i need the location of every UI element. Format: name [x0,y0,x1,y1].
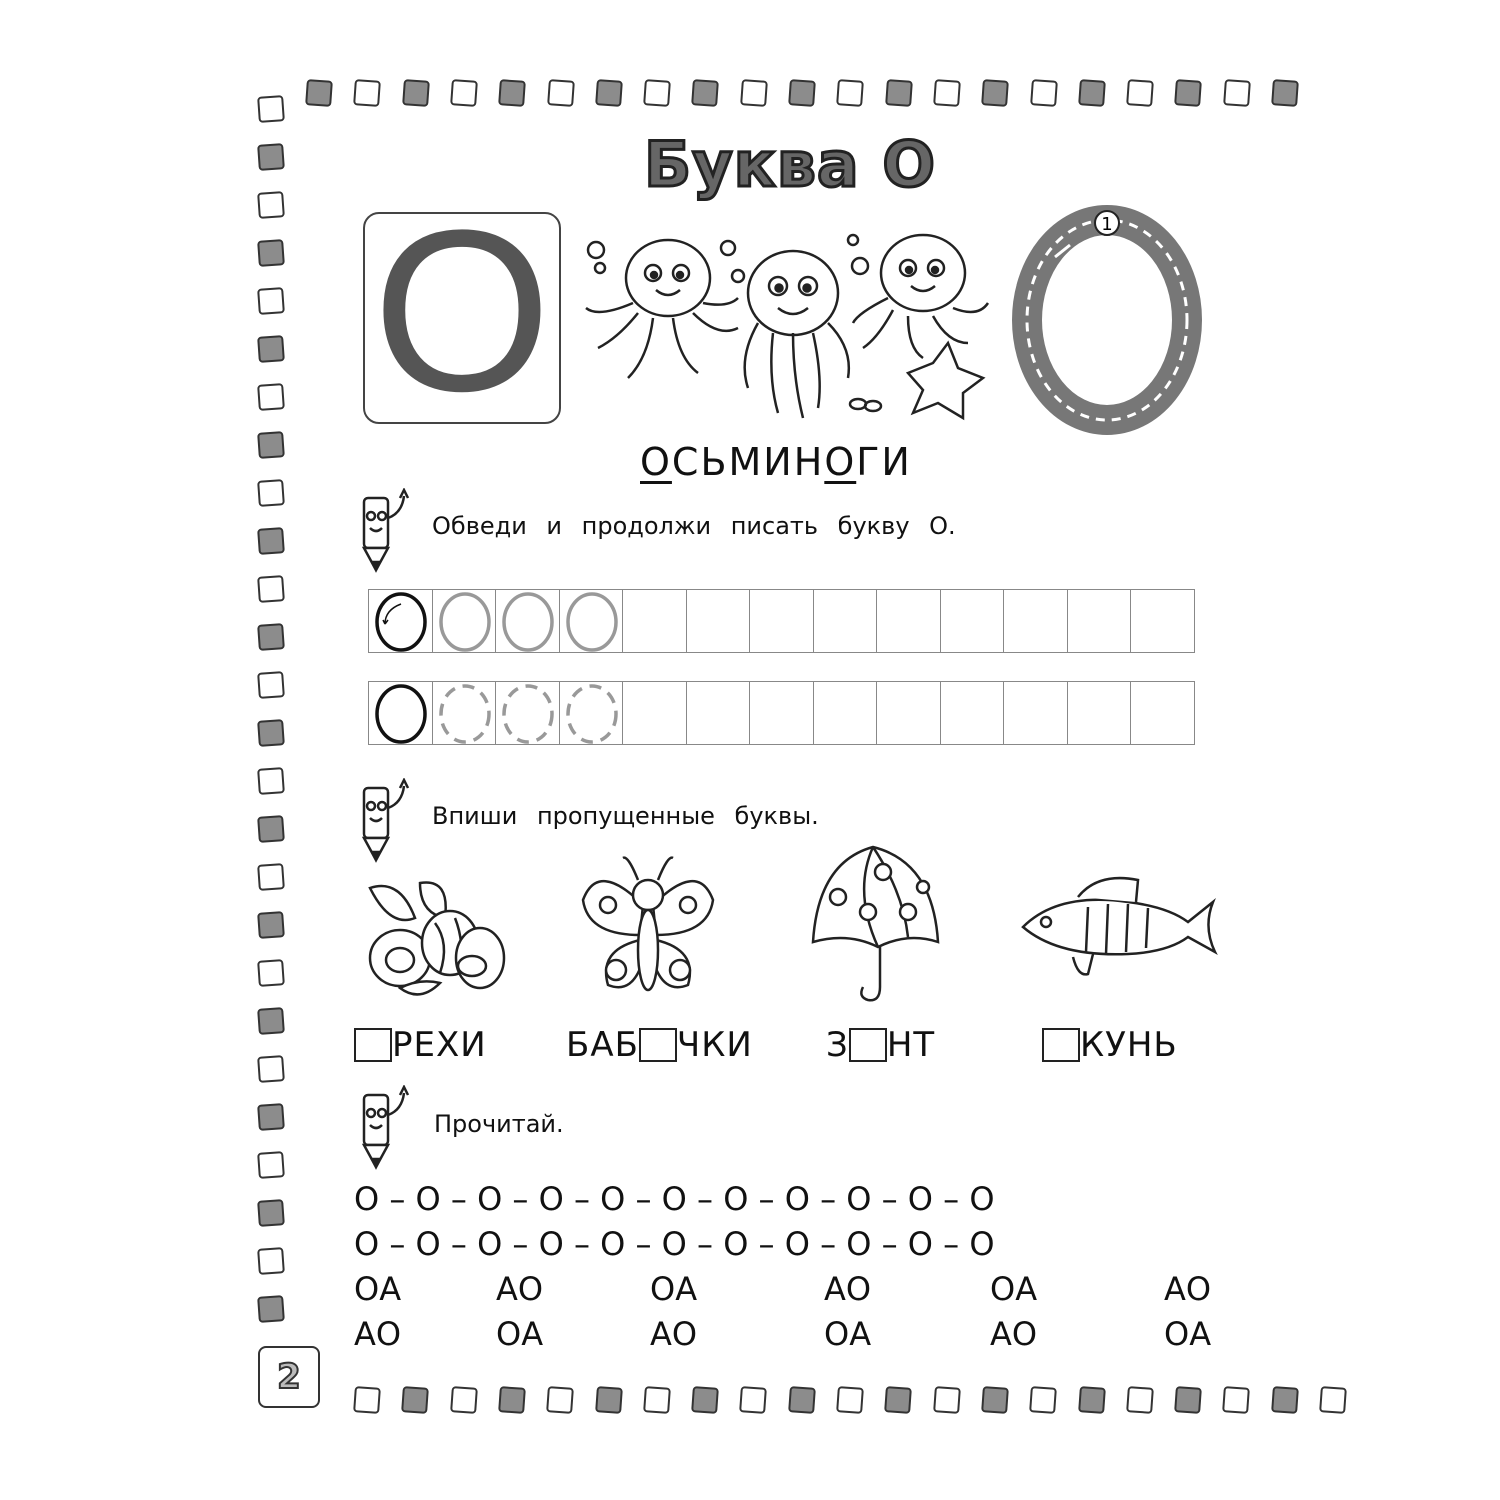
word-after: КУНЬ [1080,1025,1178,1065]
writing-cell[interactable] [495,589,560,653]
umbrella-icon [808,842,943,1007]
writing-cell[interactable] [432,681,497,745]
writing-cell[interactable] [559,589,624,653]
writing-cell[interactable] [1130,681,1195,745]
border-square [547,79,575,107]
border-square [257,767,285,795]
word-after: РЕХИ [392,1025,487,1065]
missing-letter-word [1042,1025,1178,1065]
writing-cell[interactable] [813,589,878,653]
stroke-number: 1 [1101,214,1113,235]
sample-letter-icon [369,590,433,654]
word-part-2: СЬМИН [671,440,825,484]
border-square [257,239,285,267]
word-after: НТ [886,1025,936,1065]
border-square [257,959,285,987]
page-title: Буква О [643,128,937,201]
border-square [450,79,478,107]
border-square [257,911,285,939]
writing-cell[interactable] [559,681,624,745]
border-square [257,143,285,171]
butterfly-icon [578,850,718,1000]
missing-letter-word [354,1025,487,1065]
border-square [836,79,864,107]
border-square [1030,79,1058,107]
word-part-3: О [824,440,857,484]
trace-letter-icon [496,682,560,746]
border-square [257,527,285,555]
writing-cell[interactable] [622,589,687,653]
missing-letter-word [826,1025,935,1065]
border-square [1271,79,1299,107]
border-square [257,1055,285,1083]
border-square [257,1199,285,1227]
writing-cell[interactable] [495,681,560,745]
word-part-4: ГИ [856,440,912,484]
border-square [546,1386,574,1414]
border-square [1175,79,1203,107]
border-square [788,79,816,107]
border-square [933,79,961,107]
letter-tracing-guide [1010,205,1210,440]
border-square [1271,1386,1299,1414]
trace-letter-icon [560,682,624,746]
border-square [1223,79,1251,107]
syllable-pair: ОА [990,1270,1038,1308]
missing-letter-box[interactable] [1042,1028,1080,1062]
border-square [981,1386,1009,1414]
word-before: З [826,1025,849,1065]
syllable-pair: АО [650,1315,698,1353]
writing-cell[interactable] [368,681,433,745]
pencil-mascot-icon [352,488,422,573]
writing-cell[interactable] [686,589,751,653]
border-square [691,1386,719,1414]
writing-cell[interactable] [813,681,878,745]
border-square [257,671,285,699]
word-part-1: О [640,440,672,484]
border-square [692,79,720,107]
page-number: 2 [277,1357,301,1397]
reading-line: О – О – О – О – О – О – О – О – О – О – О [354,1225,995,1263]
writing-cell[interactable] [1003,589,1068,653]
octopus-illustration [578,228,998,428]
nuts-icon [360,878,510,1003]
border-square [981,79,1009,107]
border-square [740,79,768,107]
writing-cell[interactable] [749,589,814,653]
border-square [1223,1386,1251,1414]
writing-cell[interactable] [432,589,497,653]
syllable-pair: ОА [1164,1315,1212,1353]
syllable-pair: АО [824,1270,872,1308]
trace-letter-icon [433,590,497,654]
border-square [1174,1386,1202,1414]
writing-cell[interactable] [1003,681,1068,745]
syllable-pair: ОА [650,1270,698,1308]
reading-line: О – О – О – О – О – О – О – О – О – О – О [354,1180,995,1218]
trace-letter-icon [560,590,624,654]
syllable-pair: ОА [824,1315,872,1353]
writing-grid-row-1 [368,589,1195,653]
border-square [450,1386,478,1414]
syllable-pair: АО [990,1315,1038,1353]
writing-cell[interactable] [940,589,1005,653]
missing-letter-box[interactable] [849,1028,887,1062]
border-square [257,1295,285,1323]
border-square [885,79,913,107]
border-square [353,1386,381,1414]
border-square [401,1386,429,1414]
border-square [1319,1386,1347,1414]
writing-cell[interactable] [1067,589,1132,653]
border-square [257,623,285,651]
border-square [788,1386,816,1414]
writing-grid-row-2 [368,681,1195,745]
border-square [1078,79,1106,107]
fish-icon [1018,872,1223,982]
border-square [257,383,285,411]
syllable-pair: АО [496,1270,544,1308]
border-square [305,79,333,107]
task-missing-instruction: Впиши пропущенные буквы. [432,802,819,830]
border-square [1126,1386,1154,1414]
writing-cell[interactable] [686,681,751,745]
big-letter: О [372,182,552,439]
task-trace-instruction: Обведи и продолжи писать букву О. [432,512,956,540]
border-square [740,1386,768,1414]
missing-letter-box[interactable] [354,1028,392,1062]
border-square [498,1386,526,1414]
border-square [884,1386,912,1414]
sample-letter-icon [369,682,433,746]
border-square [498,79,526,107]
border-square [595,79,623,107]
missing-letter-box[interactable] [639,1028,677,1062]
syllable-pair: АО [1164,1270,1212,1308]
pencil-mascot-icon [352,778,422,863]
task-read-instruction: Прочитай. [434,1110,564,1138]
border-square [257,479,285,507]
syllable-pair: АО [354,1315,402,1353]
border-square [643,1386,671,1414]
border-square [257,431,285,459]
trace-letter-icon [496,590,560,654]
word-before: БАБ [566,1025,639,1065]
border-square [257,1151,285,1179]
missing-letter-word [566,1025,753,1065]
border-square [257,191,285,219]
border-square [1078,1386,1106,1414]
border-square [257,1007,285,1035]
border-square [402,79,430,107]
border-square [257,1247,285,1275]
border-square [257,815,285,843]
border-square [836,1386,864,1414]
writing-cell[interactable] [940,681,1005,745]
syllable-pair: ОА [354,1270,402,1308]
pencil-mascot-icon [352,1085,422,1170]
border-square [257,575,285,603]
border-square [257,863,285,891]
word-after: ЧКИ [676,1025,753,1065]
border-square [595,1386,623,1414]
syllable-pair: ОА [496,1315,544,1353]
writing-cell[interactable] [749,681,814,745]
writing-cell[interactable] [876,589,941,653]
border-square [257,719,285,747]
writing-cell[interactable] [1130,589,1195,653]
example-word [640,440,940,484]
border-square [257,1103,285,1131]
border-square [257,95,285,123]
border-square [257,335,285,363]
border-square [1029,1386,1057,1414]
trace-letter-icon [433,682,497,746]
writing-cell[interactable] [1067,681,1132,745]
border-square [933,1386,961,1414]
border-square [353,79,381,107]
writing-cell[interactable] [368,589,433,653]
border-square [643,79,671,107]
border-square [257,287,285,315]
writing-cell[interactable] [876,681,941,745]
writing-cell[interactable] [622,681,687,745]
border-square [1126,79,1154,107]
